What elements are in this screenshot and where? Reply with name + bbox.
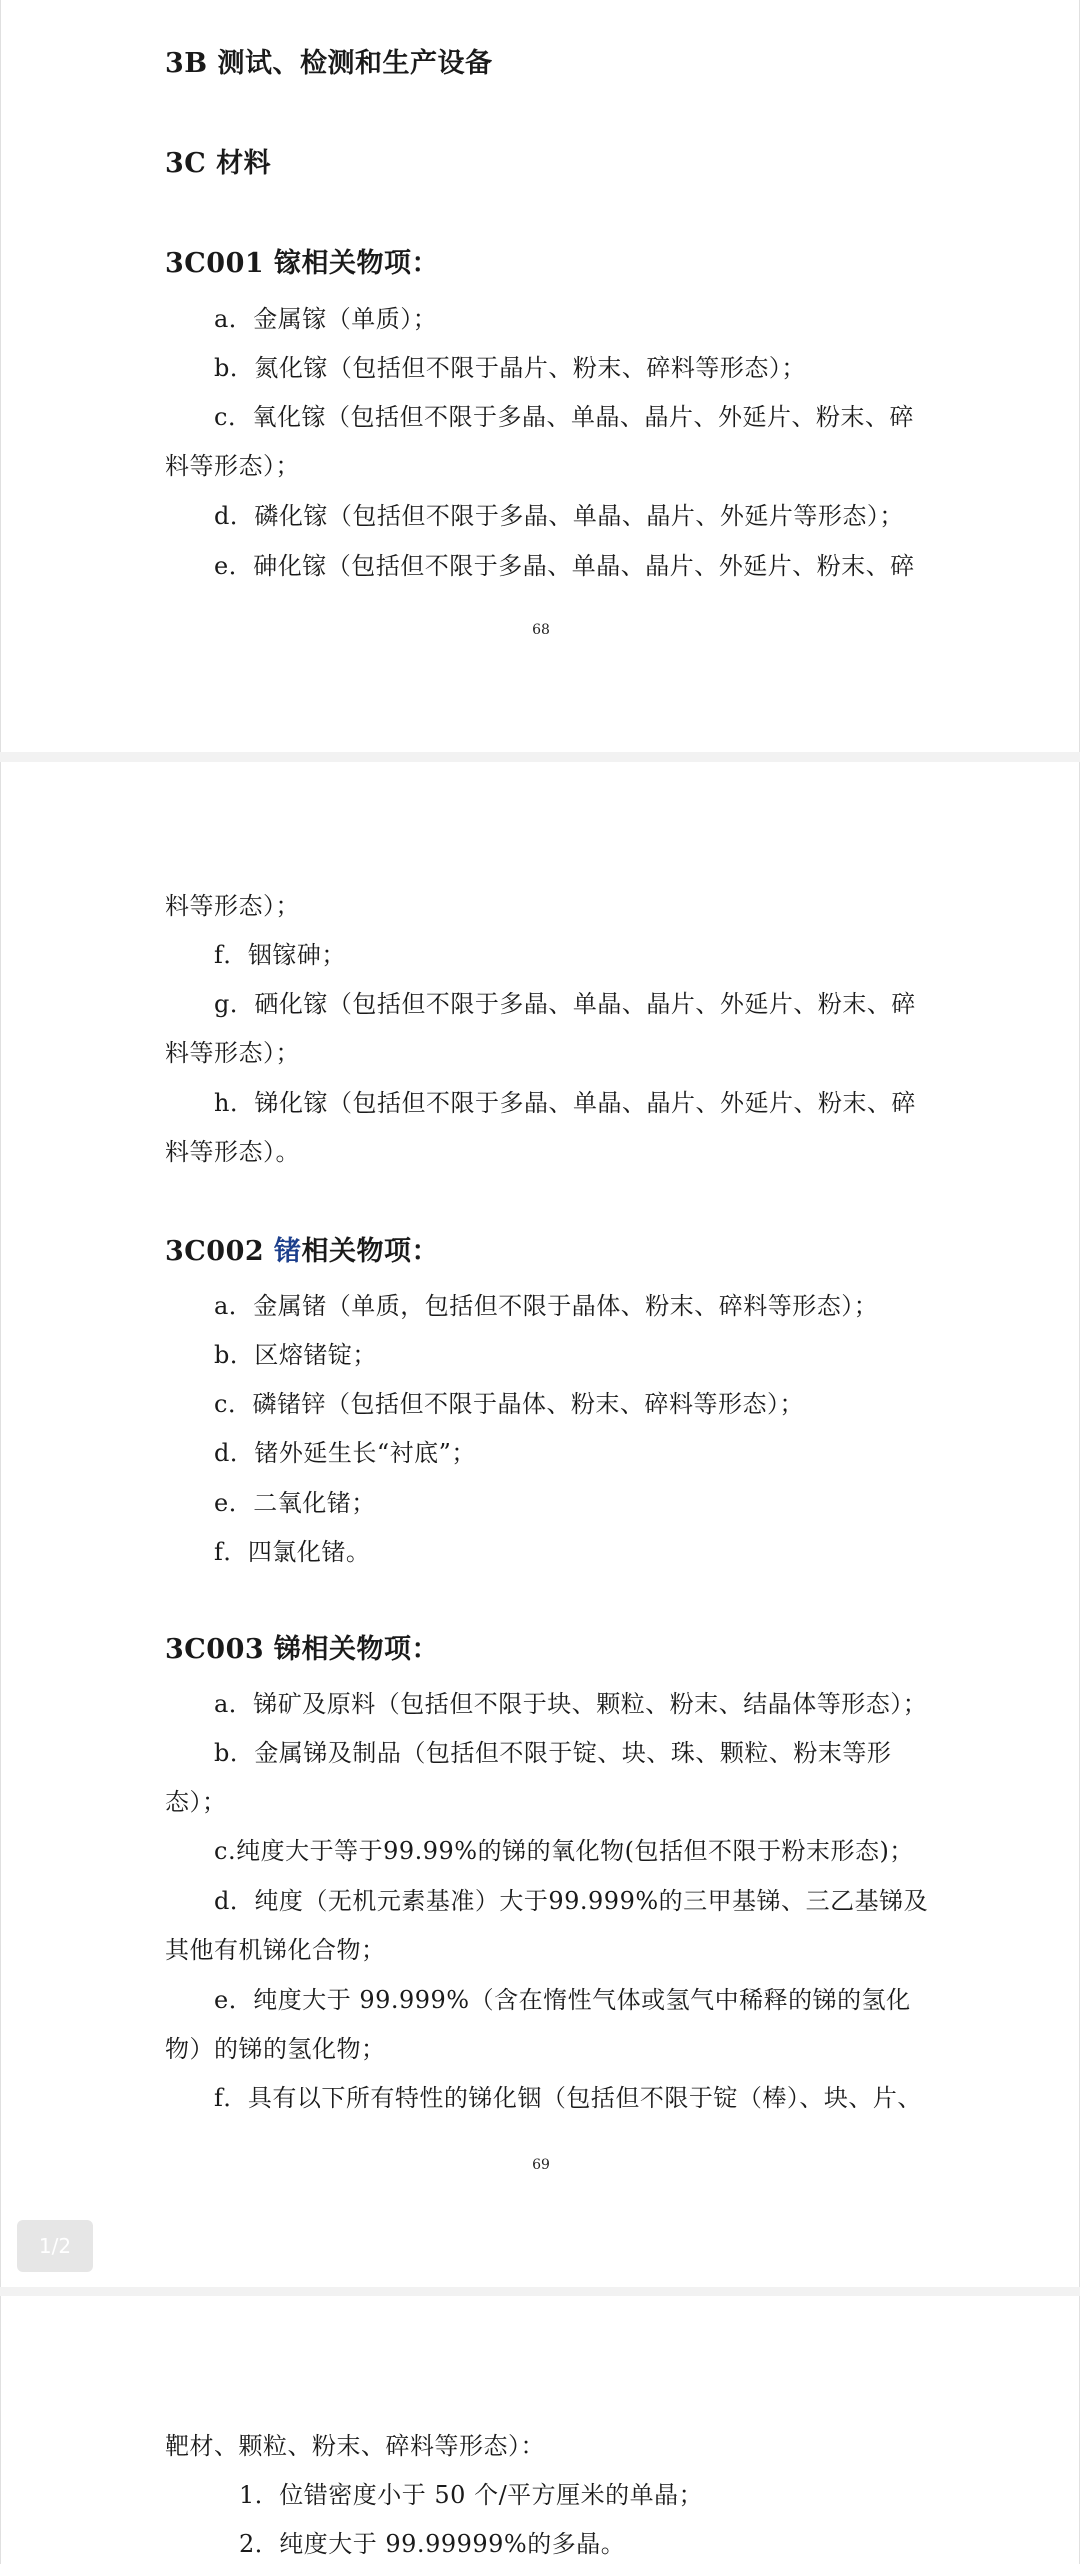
item-3c001-f: f．铟镓砷； bbox=[214, 941, 346, 969]
item-3c003-f-2: 2．纯度大于 99.99999%的多晶。 bbox=[239, 2530, 626, 2558]
heading-3c003: 3C003 锑相关物项： bbox=[165, 1634, 440, 1665]
page-number: 69 bbox=[532, 2157, 550, 2173]
item-3c002-b: b．区熔锗锭； bbox=[214, 1341, 377, 1369]
item-3c002-c: c．磷锗锌（包括但不限于晶体、粉末、碎料等形态）； bbox=[214, 1390, 804, 1418]
item-3c003-d-line1: d．纯度（无机元素基准）大于99.999%的三甲基锑、三乙基锑及 bbox=[214, 1887, 929, 1915]
item-3c003-d-line2: 其他有机锑化合物； bbox=[165, 1936, 386, 1964]
highlighted-word: 锗 bbox=[274, 1236, 302, 1267]
item-3c003-e-line2: 物）的锑的氢化物； bbox=[165, 2035, 386, 2063]
item-3c002-e: e．二氧化锗； bbox=[214, 1489, 376, 1517]
heading-3c001: 3C001 镓相关物项： bbox=[165, 248, 440, 279]
item-3c003-b-line1: b．金属锑及制品（包括但不限于锭、块、珠、颗粒、粉末等形 bbox=[214, 1739, 892, 1767]
heading-3c002-code: 3C002 bbox=[165, 1236, 275, 1267]
item-3c001-h-line1: h．锑化镓（包括但不限于多晶、单晶、晶片、外延片、粉末、碎 bbox=[214, 1089, 916, 1117]
page-indicator-badge[interactable]: 1/2 bbox=[17, 2220, 93, 2272]
item-3c003-f-line1: f．具有以下所有特性的锑化铟（包括但不限于锭（棒）、块、片、 bbox=[214, 2084, 922, 2112]
item-3c003-c: c.纯度大于等于99.99%的锑的氧化物(包括但不限于粉末形态)； bbox=[214, 1837, 914, 1865]
item-3c003-a: a．锑矿及原料（包括但不限于块、颗粒、粉末、结晶体等形态）； bbox=[214, 1690, 928, 1718]
document-page-69 bbox=[0, 762, 1080, 2287]
item-3c003-f-1: 1．位错密度小于 50 个/平方厘米的单晶； bbox=[239, 2481, 704, 2509]
page-number: 68 bbox=[532, 622, 550, 638]
item-3c001-a: a．金属镓（单质）； bbox=[214, 305, 438, 333]
item-3c001-c-line1: c．氧化镓（包括但不限于多晶、单晶、晶片、外延片、粉末、碎 bbox=[214, 403, 914, 431]
item-3c003-b-line2: 态）； bbox=[165, 1788, 227, 1816]
item-3c003-e-line1: e．纯度大于 99.999%（含在惰性气体或氢气中稀释的锑的氢化 bbox=[214, 1986, 911, 2014]
heading-3c002-rest: 相关物项： bbox=[301, 1236, 440, 1267]
item-3c002-f: f．四氯化锗。 bbox=[214, 1538, 371, 1566]
heading-3b: 3B 测试、检测和生产设备 bbox=[165, 48, 493, 79]
item-3c001-g-line2: 料等形态）； bbox=[165, 1039, 300, 1067]
item-3c001-b: b．氮化镓（包括但不限于晶片、粉末、碎料等形态）； bbox=[214, 354, 806, 382]
item-3c001-c-line2: 料等形态）； bbox=[165, 452, 300, 480]
item-3c001-e-line2: 料等形态）； bbox=[165, 892, 300, 920]
heading-3c: 3C 材料 bbox=[165, 148, 272, 179]
item-3c001-e-line1: e．砷化镓（包括但不限于多晶、单晶、晶片、外延片、粉末、碎 bbox=[214, 552, 915, 580]
item-3c001-g-line1: g．硒化镓（包括但不限于多晶、单晶、晶片、外延片、粉末、碎 bbox=[214, 990, 916, 1018]
heading-3c002 bbox=[165, 1236, 439, 1268]
item-3c002-a: a．金属锗（单质，包括但不限于晶体、粉末、碎料等形态）； bbox=[214, 1292, 879, 1320]
item-3c001-h-line2: 料等形态）。 bbox=[165, 1138, 300, 1166]
item-3c001-d: d．磷化镓（包括但不限于多晶、单晶、晶片、外延片等形态）； bbox=[214, 502, 904, 530]
document-page-68 bbox=[0, 0, 1080, 752]
item-3c003-f-line2: 靶材、颗粒、粉末、碎料等形态）： bbox=[165, 2432, 545, 2460]
item-3c002-d: d．锗外延生长“衬底”； bbox=[214, 1439, 476, 1467]
document-page-70 bbox=[0, 2296, 1080, 2564]
